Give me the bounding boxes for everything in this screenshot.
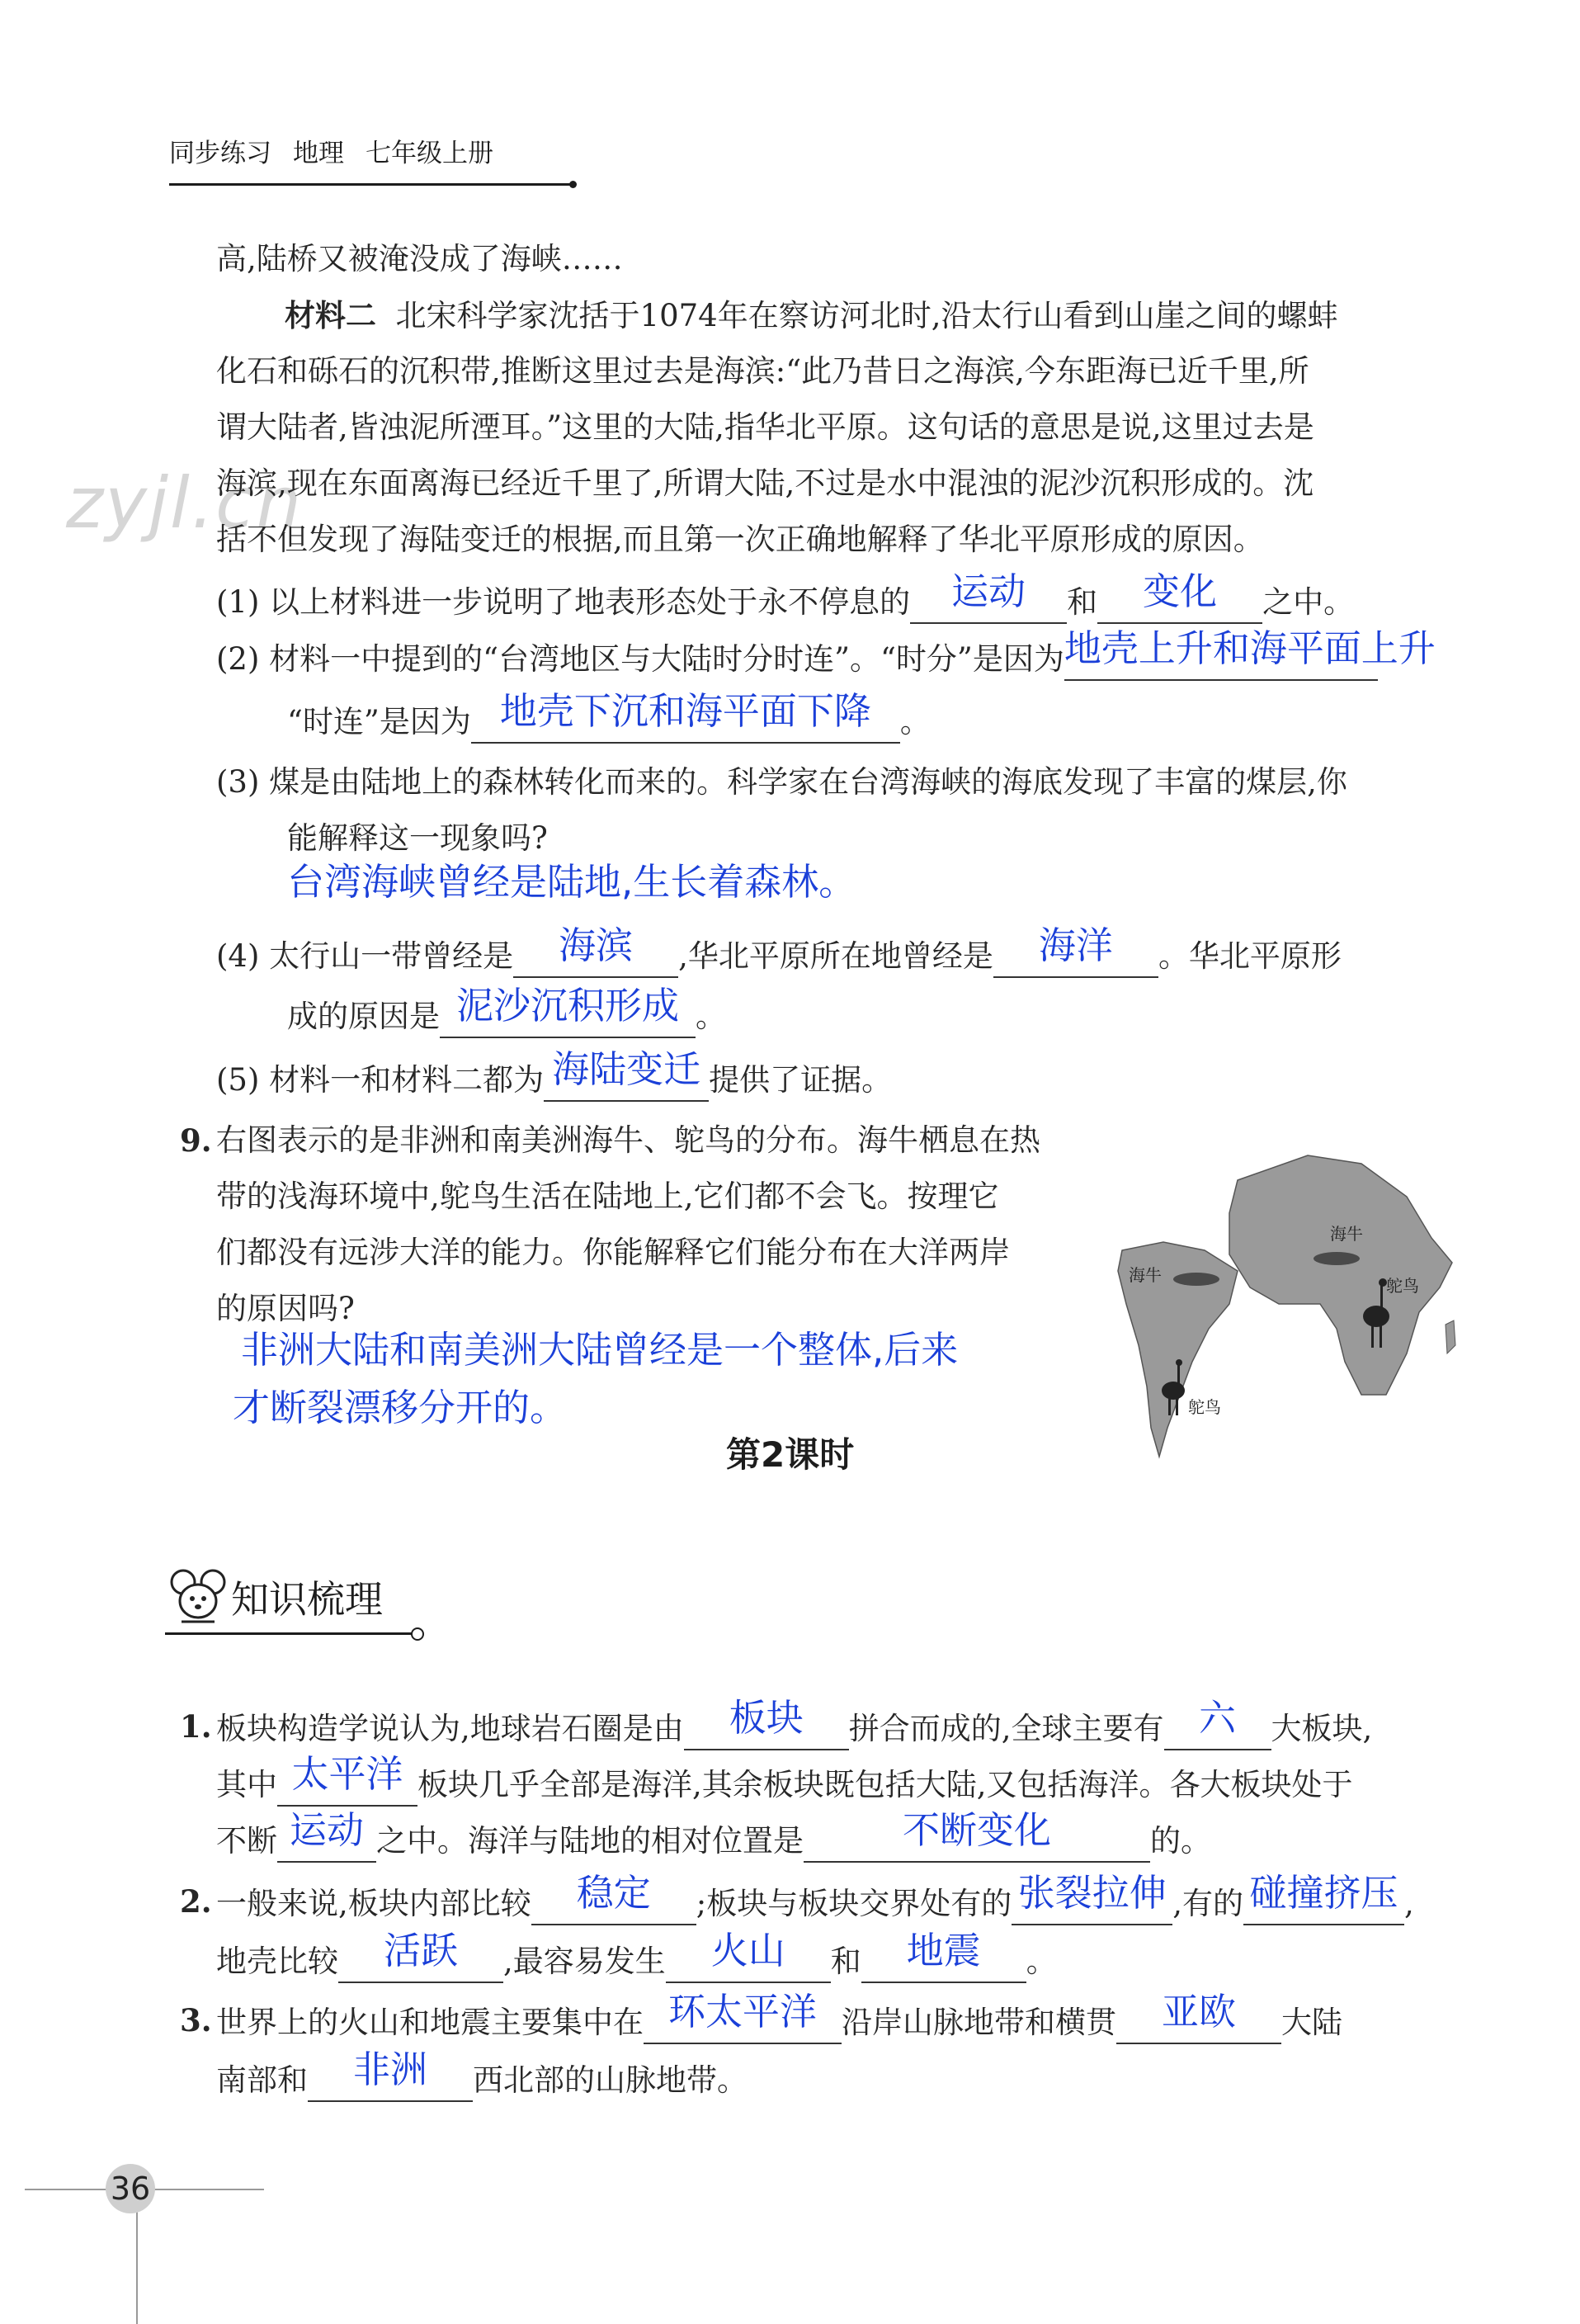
k2-blank-5[interactable]	[666, 1929, 831, 1983]
k1-text-c: 大板块,	[1271, 1711, 1373, 1746]
q8-part4-text-b: ,华北平原所在地曾经是	[678, 938, 993, 974]
q9-line-4: 的原因吗?	[216, 1291, 355, 1326]
k2-blank-6[interactable]	[861, 1929, 1026, 1983]
q8-part4-end: 。	[696, 999, 726, 1034]
k2-text-h: 。	[1026, 1944, 1057, 1979]
k2-line-1	[216, 1871, 1414, 1925]
k1-text-a: 板块构造学说认为,地球岩石圈是由	[216, 1711, 684, 1746]
africa-shape	[1229, 1155, 1452, 1395]
k3-text-b: 沿岸山脉地带和横贯	[842, 2005, 1116, 2040]
q8-part5	[216, 1047, 893, 1102]
material-2-label: 材料二	[285, 297, 376, 333]
q8-part2-line1	[216, 626, 1436, 681]
q8-part1-end: 之中。	[1262, 584, 1355, 620]
k1-blank-1[interactable]	[684, 1696, 849, 1750]
q8-part3-answer: 台湾海峡曾经是陆地,生长着森林。	[287, 860, 856, 904]
header-grade: 七年级上册	[366, 139, 493, 168]
k3-text-a: 世界上的火山和地震主要集中在	[216, 2005, 644, 2040]
q8-part2-blank-2[interactable]	[471, 689, 900, 744]
q8-part4-answer-1: 海滨	[559, 923, 634, 967]
q8-part1-mid: 和	[1067, 584, 1098, 620]
k2-text-c: ,有的	[1172, 1886, 1243, 1921]
q8-part5-blank[interactable]	[544, 1047, 709, 1102]
k1-line-1	[216, 1696, 1373, 1750]
q8-part1-blank-2[interactable]	[1097, 569, 1262, 624]
k3-text-c: 大陆	[1281, 2005, 1342, 2040]
q9-line-2: 带的浅海环境中,鸵鸟生活在陆地上,它们都不会飞。按理它	[216, 1179, 999, 1214]
q8-part4-line1	[216, 923, 1342, 978]
k2-text-e: 地壳比较	[216, 1944, 338, 1979]
k3-blank-1[interactable]	[644, 1990, 842, 2044]
k2-answer-3: 碰撞挤压	[1249, 1871, 1398, 1915]
mouse-mascot-icon	[165, 1564, 231, 1630]
q9-answer-line-1: 非洲大陆和南美洲大陆曾经是一个整体,后来	[241, 1328, 959, 1372]
manatee-icon-sa	[1173, 1273, 1219, 1286]
header-series: 同步练习	[169, 139, 271, 168]
k2-answer-2: 张裂拉伸	[1017, 1871, 1167, 1915]
knowledge-rule	[165, 1632, 413, 1635]
map-label-manatee-africa: 海牛	[1330, 1224, 1363, 1244]
q8-part3-line1: (3) 煤是由陆地上的森林转化而来的。科学家在台湾海峡的海底发现了丰富的煤层,你	[216, 764, 1347, 800]
q8-part2-blank-1[interactable]	[1064, 626, 1436, 681]
k2-blank-1[interactable]	[531, 1871, 696, 1925]
material-line-5: 括不但发现了海陆变迁的根据,而且第一次正确地解释了华北平原形成的原因。	[216, 522, 1264, 557]
k2-answer-1: 稳定	[576, 1871, 651, 1915]
k1-text-d: 其中	[216, 1767, 277, 1802]
k2-number: 2.	[180, 1883, 212, 1920]
k1-blank-4[interactable]	[277, 1808, 376, 1863]
k1-line-2	[216, 1752, 1353, 1807]
africa-south-america-map	[1114, 1147, 1469, 1461]
q8-part4-line2	[287, 984, 726, 1038]
q8-part4-blank-1[interactable]	[513, 923, 678, 978]
madagascar-shape	[1446, 1320, 1455, 1353]
q8-part4-blank-3[interactable]	[440, 984, 696, 1038]
q8-part1-text: (1) 以上材料进一步说明了地表形态处于永不停息的	[216, 584, 911, 620]
k1-line-3	[216, 1808, 1211, 1863]
k3-line-2	[216, 2048, 748, 2102]
q8-part4-text-c: 。华北平原形	[1158, 938, 1342, 974]
k3-text-d: 南部和	[216, 2062, 308, 2098]
k1-blank-2[interactable]	[1164, 1696, 1271, 1750]
k2-answer-4: 活跃	[383, 1929, 458, 1972]
q8-part4-answer-2: 海洋	[1038, 923, 1113, 967]
k1-answer-3: 太平洋	[291, 1752, 403, 1796]
q8-part1-answer-2: 变化	[1143, 569, 1218, 613]
k1-text-e: 板块几乎全部是海洋,其余板块既包括大陆,又包括海洋。各大板块处于	[417, 1767, 1353, 1802]
k1-text-h: 的。	[1150, 1823, 1211, 1859]
q8-part5-answer: 海陆变迁	[552, 1047, 701, 1091]
map-label-ostrich-sa: 鸵鸟	[1188, 1397, 1221, 1417]
q8-part2-answer-2: 地壳下沉和海平面下降	[499, 689, 871, 733]
map-label-ostrich-africa: 鸵鸟	[1386, 1276, 1419, 1296]
k2-answer-6: 地震	[906, 1929, 981, 1972]
k3-answer-1: 环太平洋	[667, 1990, 817, 2034]
manatee-icon-africa	[1314, 1252, 1360, 1265]
q8-part2-text-2: “时连”是因为	[287, 704, 471, 739]
k2-text-b: ;板块与板块交界处有的	[696, 1886, 1012, 1921]
watermark: zyjl.cn	[66, 462, 303, 545]
q8-part4-blank-2[interactable]	[993, 923, 1158, 978]
q8-part4-text-d: 成的原因是	[287, 999, 440, 1034]
k3-blank-3[interactable]	[308, 2048, 473, 2102]
material-line-4: 海滨,现在东面离海已经近千里了,所谓大陆,不过是水中混浊的泥沙沉积形成的。沈	[216, 465, 1314, 501]
k3-number: 3.	[180, 2002, 212, 2038]
k2-line-2	[216, 1929, 1057, 1983]
knowledge-title: 知识梳理	[231, 1577, 383, 1622]
q8-part4-answer-3: 泥沙沉积形成	[455, 984, 679, 1027]
q8-part2-answer-1: 地壳上升和海平面上升	[1064, 626, 1436, 670]
k1-text-f: 不断	[216, 1823, 277, 1859]
q9-number: 9.	[180, 1122, 212, 1159]
knowledge-rule-dot	[411, 1627, 424, 1641]
q8-part5-text: (5) 材料一和材料二都为	[216, 1062, 545, 1098]
material-line-1	[285, 295, 1337, 336]
material-line-2: 化石和砾石的沉积带,推断这里过去是海滨:“此乃昔日之海滨,今东距海已近千里,所	[216, 353, 1309, 389]
k2-text-a: 一般来说,板块内部比较	[216, 1886, 531, 1921]
q8-part3-line2: 能解释这一现象吗?	[287, 820, 548, 856]
q8-part4-text-a: (4) 太行山一带曾经是	[216, 938, 514, 974]
k1-text-b: 拼合而成的,全球主要有	[848, 1711, 1164, 1746]
k1-number: 1.	[180, 1708, 212, 1745]
q9-line-1: 右图表示的是非洲和南美洲海牛、鸵鸟的分布。海牛栖息在热	[216, 1122, 1040, 1158]
k1-answer-4: 运动	[289, 1808, 364, 1852]
k1-text-g: 之中。海洋与陆地的相对位置是	[376, 1823, 804, 1859]
header-rule-dot	[569, 181, 577, 188]
q8-part2-line2	[287, 689, 931, 744]
k1-answer-1: 板块	[729, 1696, 804, 1740]
k2-blank-3[interactable]	[1243, 1871, 1404, 1925]
k1-blank-5[interactable]	[804, 1808, 1150, 1863]
k2-text-d: ,	[1404, 1886, 1414, 1921]
section-title: 第2课时	[726, 1434, 855, 1475]
q8-part1-answer-1: 运动	[951, 569, 1026, 613]
k3-line-1	[216, 1990, 1342, 2044]
material-text: 北宋科学家沈括于1074年在察访河北时,沿太行山看到山崖之间的螺蚌	[395, 298, 1338, 333]
material-line-0: 高,陆桥又被淹没成了海峡……	[216, 241, 623, 276]
k1-blank-3[interactable]	[277, 1752, 417, 1807]
k1-answer-5: 不断变化	[902, 1808, 1051, 1852]
k2-blank-2[interactable]	[1012, 1871, 1172, 1925]
material-line-3: 谓大陆者,皆浊泥所湮耳。”这里的大陆,指华北平原。这句话的意思是说,这里过去是	[216, 409, 1314, 445]
map-label-manatee-sa: 海牛	[1129, 1265, 1162, 1285]
k2-text-f: ,最容易发生	[503, 1944, 666, 1979]
k2-answer-5: 火山	[710, 1929, 785, 1972]
k3-answer-3: 非洲	[352, 2048, 427, 2091]
k3-text-e: 西北部的山脉地带。	[473, 2062, 748, 2098]
q9-answer-line-2: 才断裂漂移分开的。	[233, 1386, 568, 1429]
k2-blank-4[interactable]	[338, 1929, 503, 1983]
q8-part2-text: (2) 材料一中提到的“台湾地区与大陆时分时连”。“时分”是因为	[216, 641, 1064, 677]
q9-line-3: 们都没有远涉大洋的能力。你能解释它们能分布在大洋两岸	[216, 1235, 1010, 1270]
q8-part5-end: 提供了证据。	[709, 1062, 893, 1098]
k3-answer-2: 亚欧	[1161, 1990, 1236, 2034]
q8-part1-blank-1[interactable]	[910, 569, 1067, 624]
page-number: 36	[106, 2164, 155, 2213]
header-rule	[169, 183, 571, 186]
running-header	[169, 132, 493, 169]
header-subject: 地理	[293, 139, 344, 168]
k1-answer-2: 六	[1199, 1696, 1237, 1740]
q8-part1	[216, 569, 1355, 624]
q8-part2-end: 。	[899, 704, 931, 739]
k2-text-g: 和	[830, 1944, 861, 1979]
k3-blank-2[interactable]	[1116, 1990, 1281, 2044]
